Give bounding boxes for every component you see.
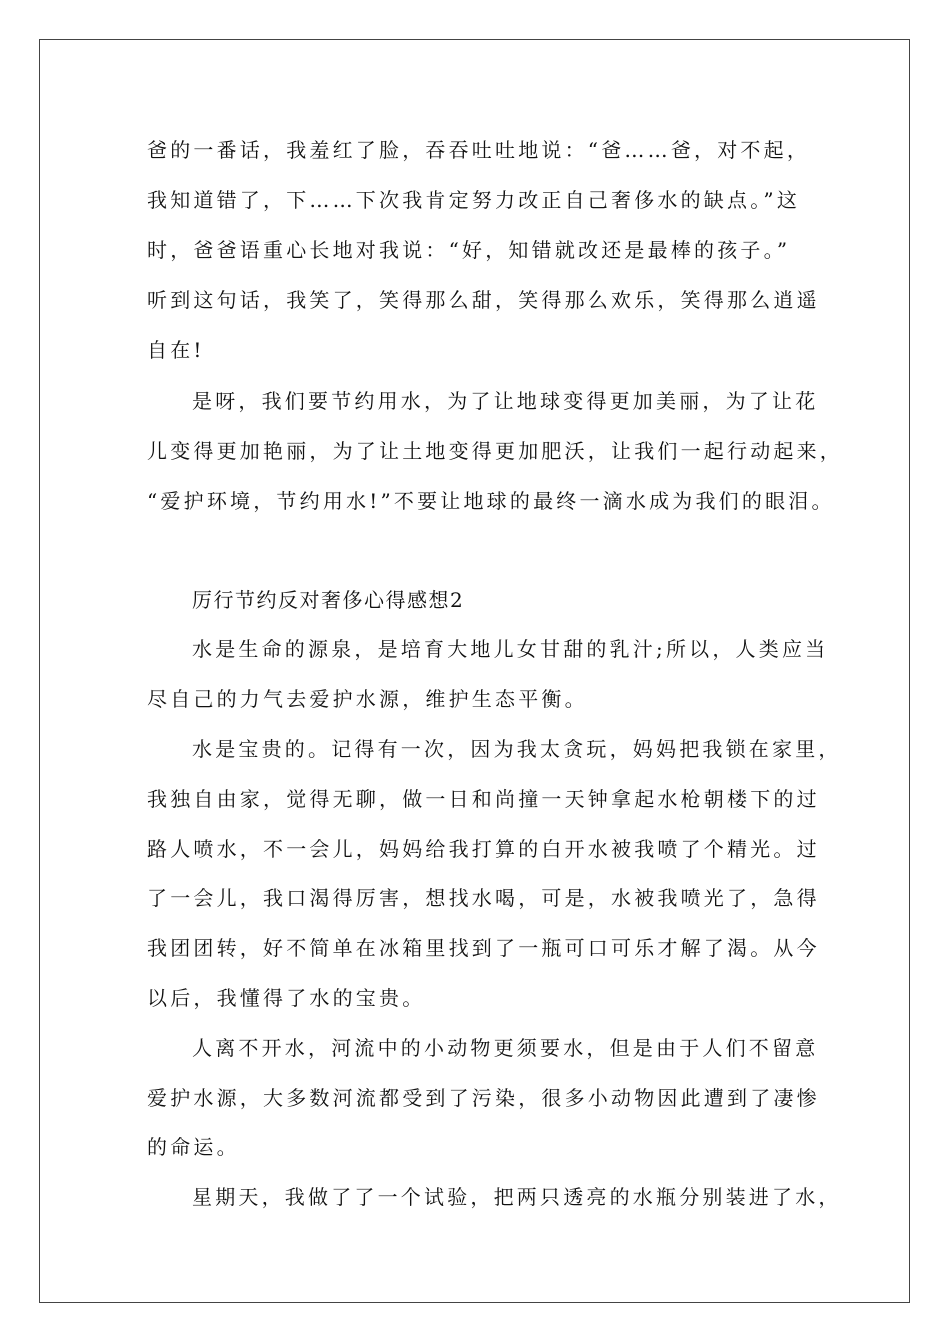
text-line: 我团团转，好不简单在冰箱里找到了一瓶可口可乐才解了渴。从今 bbox=[147, 936, 820, 960]
text-line: 时，爸爸语重心长地对我说：“好，知错就改还是最棒的孩子。” bbox=[147, 238, 791, 262]
text-line: 以后，我懂得了水的宝贵。 bbox=[147, 986, 426, 1010]
text-line: 听到这句话，我笑了，笑得那么甜，笑得那么欢乐，笑得那么逍遥 bbox=[147, 288, 820, 312]
text-line: 自在! bbox=[147, 338, 205, 362]
text-line: 我独自由家，觉得无聊，做一日和尚撞一天钟拿起水枪朝楼下的过 bbox=[147, 787, 820, 811]
paragraph-first-line: 水是生命的源泉，是培育大地儿女甘甜的乳汁;所以，人类应当 bbox=[192, 637, 829, 661]
paragraph-first-line: 水是宝贵的。记得有一次，因为我太贪玩，妈妈把我锁在家里， bbox=[192, 737, 842, 761]
paragraph-first-line: 是呀，我们要节约用水，为了让地球变得更加美丽，为了让花 bbox=[192, 389, 819, 413]
text-line: 尽自己的力气去爱护水源，维护生态平衡。 bbox=[147, 687, 588, 711]
paragraph-first-line: 人离不开水，河流中的小动物更须要水，但是由于人们不留意 bbox=[192, 1036, 819, 1060]
text-line: 爱护水源，大多数河流都受到了污染，很多小动物因此遭到了凄惨 bbox=[147, 1086, 820, 1110]
text-line: “爱护环境，节约用水!”不要让地球的最终一滴水成为我们的眼泪。 bbox=[147, 489, 835, 513]
text-line: 儿变得更加艳丽，为了让土地变得更加肥沃，让我们一起行动起来， bbox=[147, 439, 843, 463]
page-frame bbox=[39, 39, 910, 1303]
text-line: 爸的一番话，我羞红了脸，吞吞吐吐地说：“爸……爸，对不起， bbox=[147, 138, 811, 162]
paragraph-first-line: 星期天，我做了了一个试验，把两只透亮的水瓶分别装进了水， bbox=[192, 1185, 842, 1209]
text-line: 的命运。 bbox=[147, 1135, 240, 1159]
text-line: 路人喷水，不一会儿，妈妈给我打算的白开水被我喷了个精光。过 bbox=[147, 837, 820, 861]
text-line: 了一会儿，我口渴得厉害，想找水喝，可是，水被我喷光了，急得 bbox=[147, 886, 820, 910]
section-heading: 厉行节约反对奢侈心得感想2 bbox=[192, 588, 465, 612]
text-line: 我知道错了，下……下次我肯定努力改正自己奢侈水的缺点。”这 bbox=[147, 188, 801, 212]
